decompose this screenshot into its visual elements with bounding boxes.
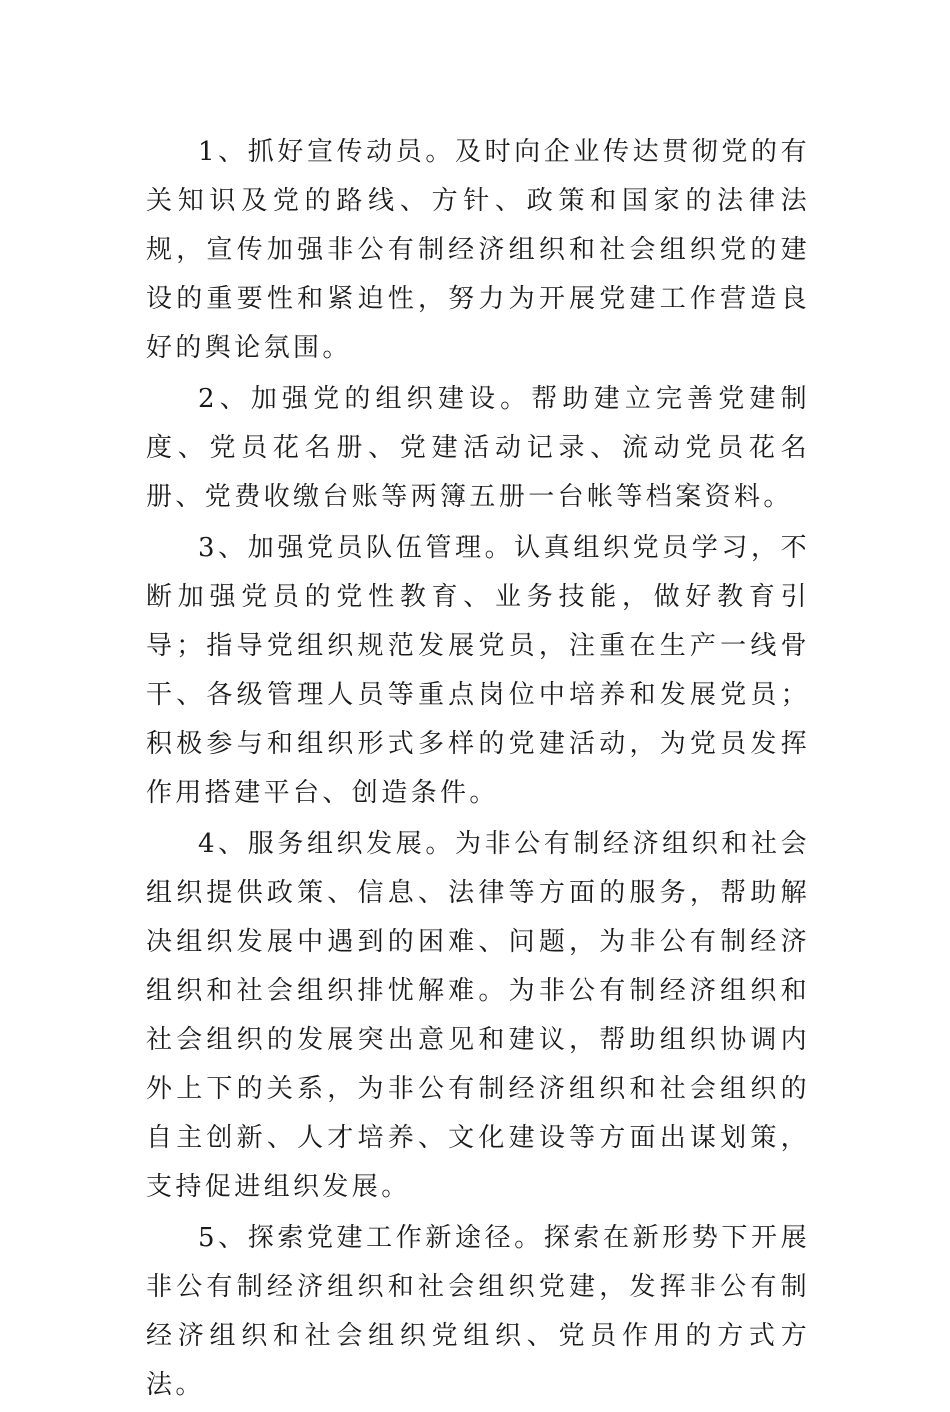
paragraph-3: 3、加强党员队伍管理。认真组织党员学习，不断加强党员的党性教育、业务技能，做好教育引导；指导党组织规范发展党员，注重在生产一线骨干、各级管理人员等重点岗位中培养和发展党员；积极参与和组织形式多样的党建活动，为党员发挥作用搭建平台、创造条件。 <box>146 533 810 808</box>
paragraph-2: 2、加强党的组织建设。帮助建立完善党建制度、党员花名册、党建活动记录、流动党员花名册、党费收缴台账等两簿五册一台帐等档案资料。 <box>146 384 810 512</box>
paragraph-1: 1、抓好宣传动员。及时向企业传达贯彻党的有关知识及党的路线、方针、政策和国家的法律法规，宣传加强非公有制经济组织和社会组织党的建设的重要性和紧迫性，努力为开展党建工作营造良好的舆论氛围。 <box>146 137 810 363</box>
paragraph-5: 5、探索党建工作新途径。探索在新形势下开展非公有制经济组织和社会组织党建，发挥非公有制经济组织和社会组织党组织、党员作用的方式方法。 <box>146 1223 810 1400</box>
paragraph-4: 4、服务组织发展。为非公有制经济组织和社会组织提供政策、信息、法律等方面的服务，帮助解决组织发展中遇到的困难、问题，为非公有制经济组织和社会组织排忧解难。为非公有制经济组织和社会组织的发展突出意见和建议，帮助组织协调内外上下的关系，为非公有制经济组织和社会组织的自主创新、人才培养、文化建设等方面出谋划策，支持促进组织发展。 <box>146 829 810 1202</box>
document-body <box>146 128 810 1412</box>
